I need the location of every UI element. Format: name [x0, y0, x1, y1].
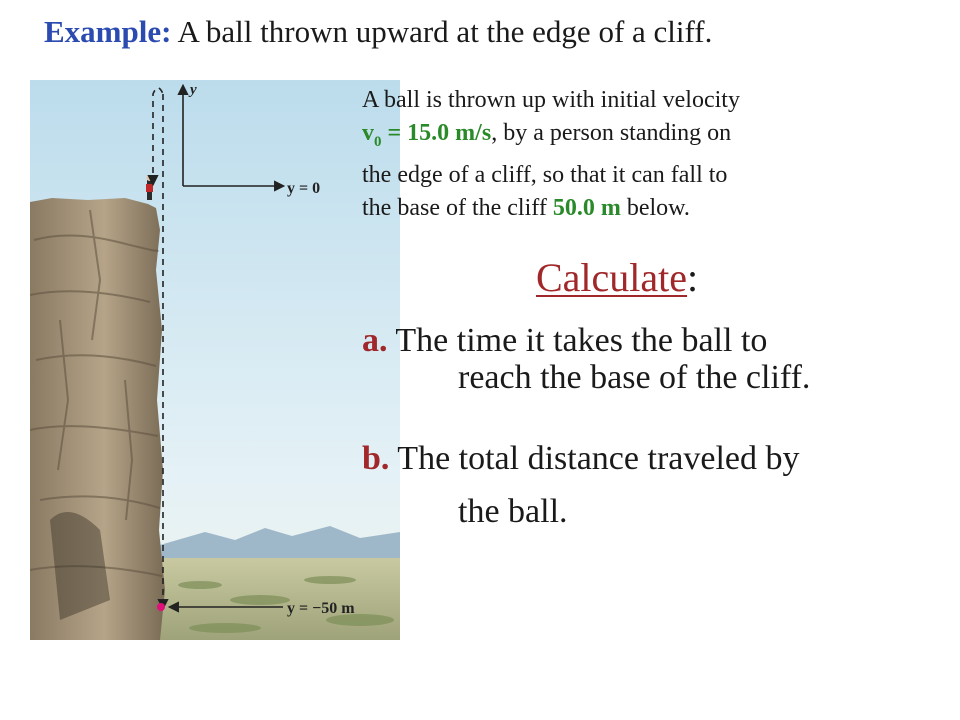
problem-line-3: the edge of a cliff, so that it can fall to: [362, 161, 728, 188]
question-a-line-2: reach the base of the cliff.: [458, 359, 811, 396]
problem-line-2: [362, 117, 922, 159]
person-figure: [146, 175, 153, 200]
question-a: [362, 322, 810, 396]
problem-line-4: [362, 192, 922, 225]
problem-line-1: A ball is thrown up with initial velocity: [362, 87, 740, 113]
problem-line-4-post: below.: [620, 194, 690, 221]
calculate-heading: [536, 254, 698, 301]
cliff-height-value: 50.0 m: [552, 194, 621, 221]
velocity-symbol: v: [362, 120, 374, 146]
top-marker-label: y = 0: [287, 180, 321, 197]
y-axis-label: y: [190, 82, 197, 98]
problem-statement: [362, 84, 922, 225]
problem-line-2-rest: , by a person standing on: [491, 120, 732, 146]
question-b-line-2: the ball.: [458, 493, 568, 530]
slide-title: [44, 14, 944, 50]
title-text: A ball thrown upward at the edge of a cliff.: [171, 14, 713, 49]
question-a-letter: a.: [362, 322, 388, 359]
question-b-line-1: The total distance traveled by: [389, 440, 800, 477]
question-b-letter: b.: [362, 440, 390, 477]
cliff-figure: [30, 80, 400, 640]
ball: [157, 603, 165, 611]
question-a-line-1: The time it takes the ball to: [387, 322, 768, 359]
question-b: [362, 432, 799, 538]
velocity-subscript: 0: [374, 133, 382, 150]
velocity-value: = 15.0 m/s: [381, 120, 492, 146]
title-lead: Example:: [44, 14, 172, 49]
calculate-word: Calculate: [536, 255, 688, 300]
calculate-colon: :: [687, 255, 699, 300]
bottom-marker-label: y = −50 m: [287, 600, 355, 617]
problem-line-4-pre: the base of the cliff: [362, 194, 553, 221]
